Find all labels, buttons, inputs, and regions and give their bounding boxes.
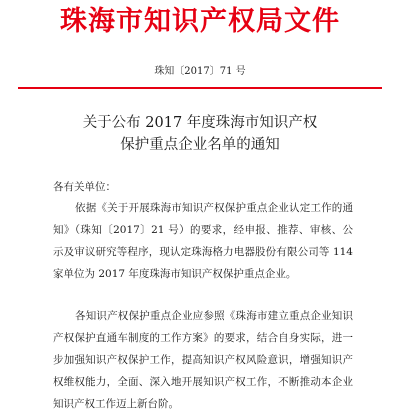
document-number: 珠知〔2017〕71 号 bbox=[154, 66, 246, 77]
document-masthead: 珠海市知识产权局文件 bbox=[60, 6, 340, 37]
body-paragraph-2: 各知识产权保护重点企业应参照《珠海市建立重点企业知识产权保护直通车制度的工作方案》的要求，结合自身实际，进一步加强知识产权保护工作，提高知识产权风险意识，增强知识产权维权能力，全面、深入地开展知识产权工作，不断推动本企业知识产权工作迈上新台阶。 bbox=[53, 310, 353, 410]
salutation: 各有关单位： bbox=[53, 181, 116, 193]
notice-title-line-1: 关于公布 2017 年度珠海市知识产权 bbox=[82, 115, 318, 131]
notice-title-line-2: 保护重点企业名单的通知 bbox=[120, 137, 280, 153]
body-paragraph-1: 依据《关于开展珠海市知识产权保护重点企业认定工作的通知》（珠知〔2017〕21 号）的要求，经申报、推荐、审核、公示及审议研究等程序，现认定珠海格力电器股份有限公司等 114 家单位为 2017 年度珠海市知识产权保护重点企业。 bbox=[53, 202, 353, 280]
red-divider-rule bbox=[18, 87, 382, 89]
